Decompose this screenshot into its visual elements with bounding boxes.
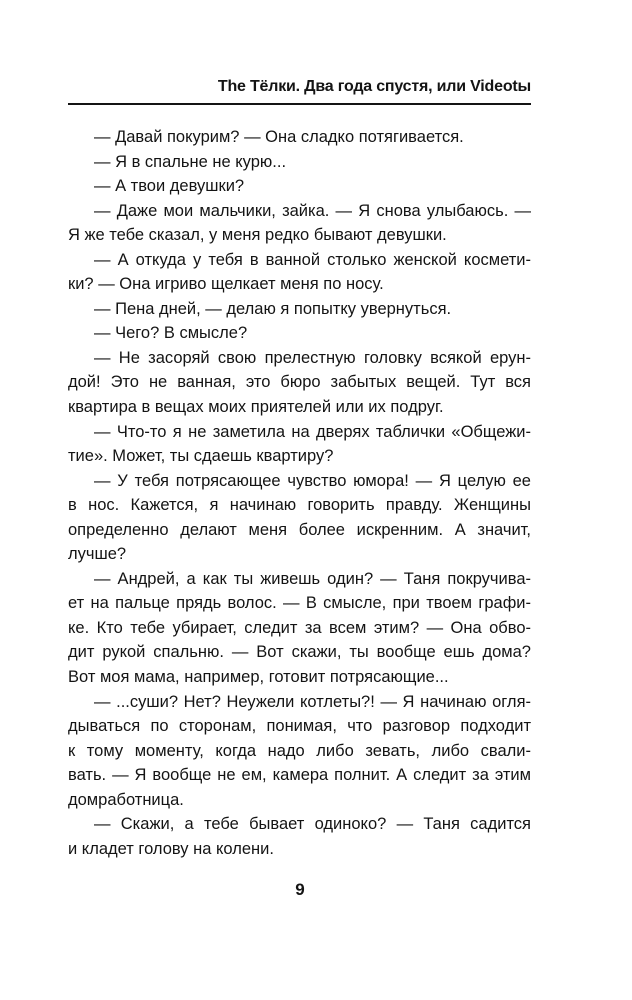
paragraph (68, 346, 531, 420)
text-line: Вот моя мама, например, готовит потрясающие... (68, 668, 449, 687)
text-line: тие». Может, ты сдаешь квартиру? (68, 447, 334, 466)
text-line: дит рукой спальню. — Вот скажи, ты вообще ешь дома? (68, 643, 531, 662)
text-line: — Андрей, а как ты живешь один? — Таня покручива- (94, 569, 531, 588)
text-line: — Не засоряй свою прелестную головку всякой ерун- (94, 348, 531, 367)
text-line: и кладет голову на колени. (68, 839, 274, 858)
paragraph (68, 297, 531, 322)
body-text (68, 125, 531, 861)
paragraph (68, 174, 531, 199)
text-line: вать. — Я вообще не ем, камера полнит. А следит за этим (68, 766, 531, 785)
paragraph (68, 248, 531, 297)
text-line: ет на пальце прядь волос. — В смысле, при твоем графи- (68, 594, 531, 613)
text-line: — Даже мои мальчики, зайка. — Я снова улыбаюсь. — (94, 201, 531, 220)
text-line: к тому моменту, когда надо либо зевать, либо свали- (68, 741, 531, 760)
paragraph (68, 690, 531, 813)
text-line: ке. Кто тебе убирает, следит за всем этим? — Она обво- (68, 618, 531, 637)
text-line: дываться по сторонам, понимая, что разговор подходит (68, 717, 531, 736)
paragraph (68, 125, 531, 150)
text-line: — А откуда у тебя в ванной столько женской космети- (94, 250, 531, 269)
header-rule (68, 103, 531, 105)
paragraph (68, 199, 531, 248)
text-line: Я же тебе сказал, у меня редко бывают девушки. (68, 226, 447, 245)
text-line: — Чего? В смысле? (94, 324, 248, 343)
text-line: квартира в вещах моих приятелей или их подруг. (68, 398, 444, 417)
text-line: — У тебя потрясающее чувство юмора! — Я целую ее (94, 471, 531, 490)
text-line: дой! Это не ванная, это бюро забытых вещей. Тут вся (68, 373, 531, 392)
paragraph (68, 567, 531, 690)
page-number: 9 (295, 880, 305, 899)
text-line: ки? — Она игриво щелкает меня по носу. (68, 275, 384, 294)
paragraph (68, 420, 531, 469)
paragraph (68, 321, 531, 346)
text-line: определенно делают меня более искренним. А значит, (68, 520, 531, 539)
text-line: — Пена дней, — делаю я попытку увернуться. (94, 299, 452, 318)
text-line: домработница. (68, 790, 184, 809)
text-line: — Я в спальне не курю... (94, 152, 287, 171)
running-head: The Тёлки. Два года спустя, или Videotы (217, 78, 531, 95)
text-line: в нос. Кажется, я начинаю говорить правду. Женщины (68, 496, 531, 515)
text-line: — Скажи, а тебе бывает одиноко? — Таня садится (94, 815, 531, 834)
text-line: лучше? (68, 545, 127, 564)
text-line: — Что-то я не заметила на дверях таблички «Общежи- (94, 422, 531, 441)
text-line: — А твои девушки? (94, 177, 245, 196)
paragraph (68, 469, 531, 567)
text-line: — ...суши? Нет? Неужели котлеты?! — Я начинаю огля- (94, 692, 531, 711)
paragraph (68, 812, 531, 861)
text-line: — Давай покурим? — Она сладко потягивается. (94, 128, 464, 146)
paragraph (68, 150, 531, 175)
